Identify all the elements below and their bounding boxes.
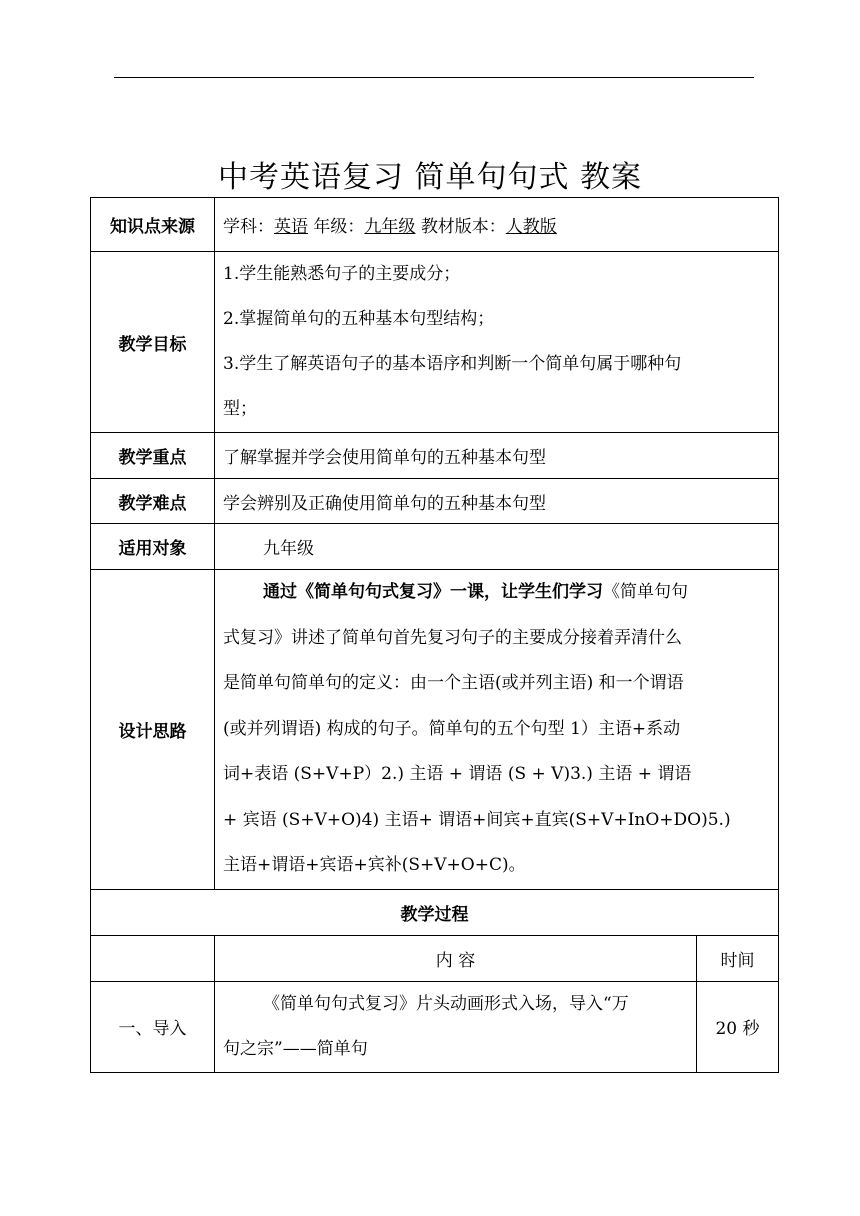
row-design <box>91 570 779 890</box>
process-content-header: 内 容 <box>215 935 697 981</box>
row-difficulty <box>91 479 779 524</box>
process-content-line: 句之宗”——简单句 <box>223 1038 368 1059</box>
audience-label: 适用对象 <box>91 524 215 570</box>
process-stage: 一、导入 <box>91 981 215 1072</box>
design-line: 主语+谓语+宾语+宾补(S+V+O+C)。 <box>223 855 526 875</box>
goal-item: 1.学生能熟悉句子的主要成分； <box>223 264 461 284</box>
audience-cell <box>215 524 779 570</box>
grade-value: 九年级 <box>364 217 416 237</box>
process-content <box>215 981 697 1072</box>
design-bold-lead: 通过《简单句句式复习》一课，让学生们学习 <box>263 582 603 602</box>
source-value <box>215 198 779 252</box>
process-stage-header <box>91 935 215 981</box>
subject-value: 英语 <box>274 217 308 237</box>
process-time-header: 时间 <box>697 935 779 981</box>
process-heading: 教学过程 <box>91 889 779 935</box>
table-row <box>91 981 779 1072</box>
process-time: 20 秒 <box>697 981 779 1072</box>
row-audience <box>91 524 779 570</box>
design-line: 词+表语 (S+V+P）2.) 主语 + 谓语 (S + V)3.) 主语 + 谓语 <box>223 764 692 784</box>
design-line: 是简单句简单句的定义：由一个主语(或并列主语) 和一个谓语 <box>223 673 684 693</box>
difficulty-label: 教学难点 <box>91 479 215 524</box>
grade-prefix: 年级： <box>313 217 365 237</box>
design-line: 通过《简单句句式复习》一课，让学生们学习《简单句句 <box>263 582 688 602</box>
row-goals <box>91 252 779 433</box>
row-process-header <box>91 935 779 981</box>
design-label: 设计思路 <box>91 570 215 890</box>
page-title: 中考英语复习 简单句句式 教案 <box>217 160 643 195</box>
goal-item: 型； <box>223 399 257 419</box>
goal-item: 2.掌握简单句的五种基本句型结构； <box>223 309 495 329</box>
subject-prefix: 学科： <box>223 217 274 237</box>
header-rule <box>114 77 754 78</box>
audience-text: 九年级 <box>263 539 314 559</box>
key-point-text: 了解掌握并学会使用简单句的五种基本句型 <box>215 433 779 479</box>
design-line: 式复习》讲述了简单句首先复习句子的主要成分接着弄清什么 <box>223 627 682 648</box>
key-point-label: 教学重点 <box>91 433 215 479</box>
edition-value: 人教版 <box>505 217 557 237</box>
source-label: 知识点来源 <box>91 198 215 252</box>
goals-list <box>215 252 779 433</box>
difficulty-text: 学会辨别及正确使用简单句的五种基本句型 <box>215 479 779 524</box>
lesson-plan-table <box>90 197 779 1073</box>
goals-label: 教学目标 <box>91 252 215 433</box>
row-key-point <box>91 433 779 479</box>
row-source <box>91 198 779 252</box>
design-line: (或并列谓语) 构成的句子。简单句的五个句型 1）主语+系动 <box>223 718 681 739</box>
goal-item: 3.学生了解英语句子的基本语序和判断一个简单句属于哪种句 <box>223 354 682 374</box>
design-text <box>215 570 779 890</box>
edition-prefix: 教材版本： <box>420 217 506 237</box>
design-line: + 宾语 (S+V+O)4) 主语+ 谓语+间宾+直宾(S+V+InO+DO)5.) <box>223 809 731 830</box>
row-process-heading <box>91 889 779 935</box>
process-content-line: 《简单句句式复习》片头动画形式入场，导入“万 <box>263 993 629 1014</box>
